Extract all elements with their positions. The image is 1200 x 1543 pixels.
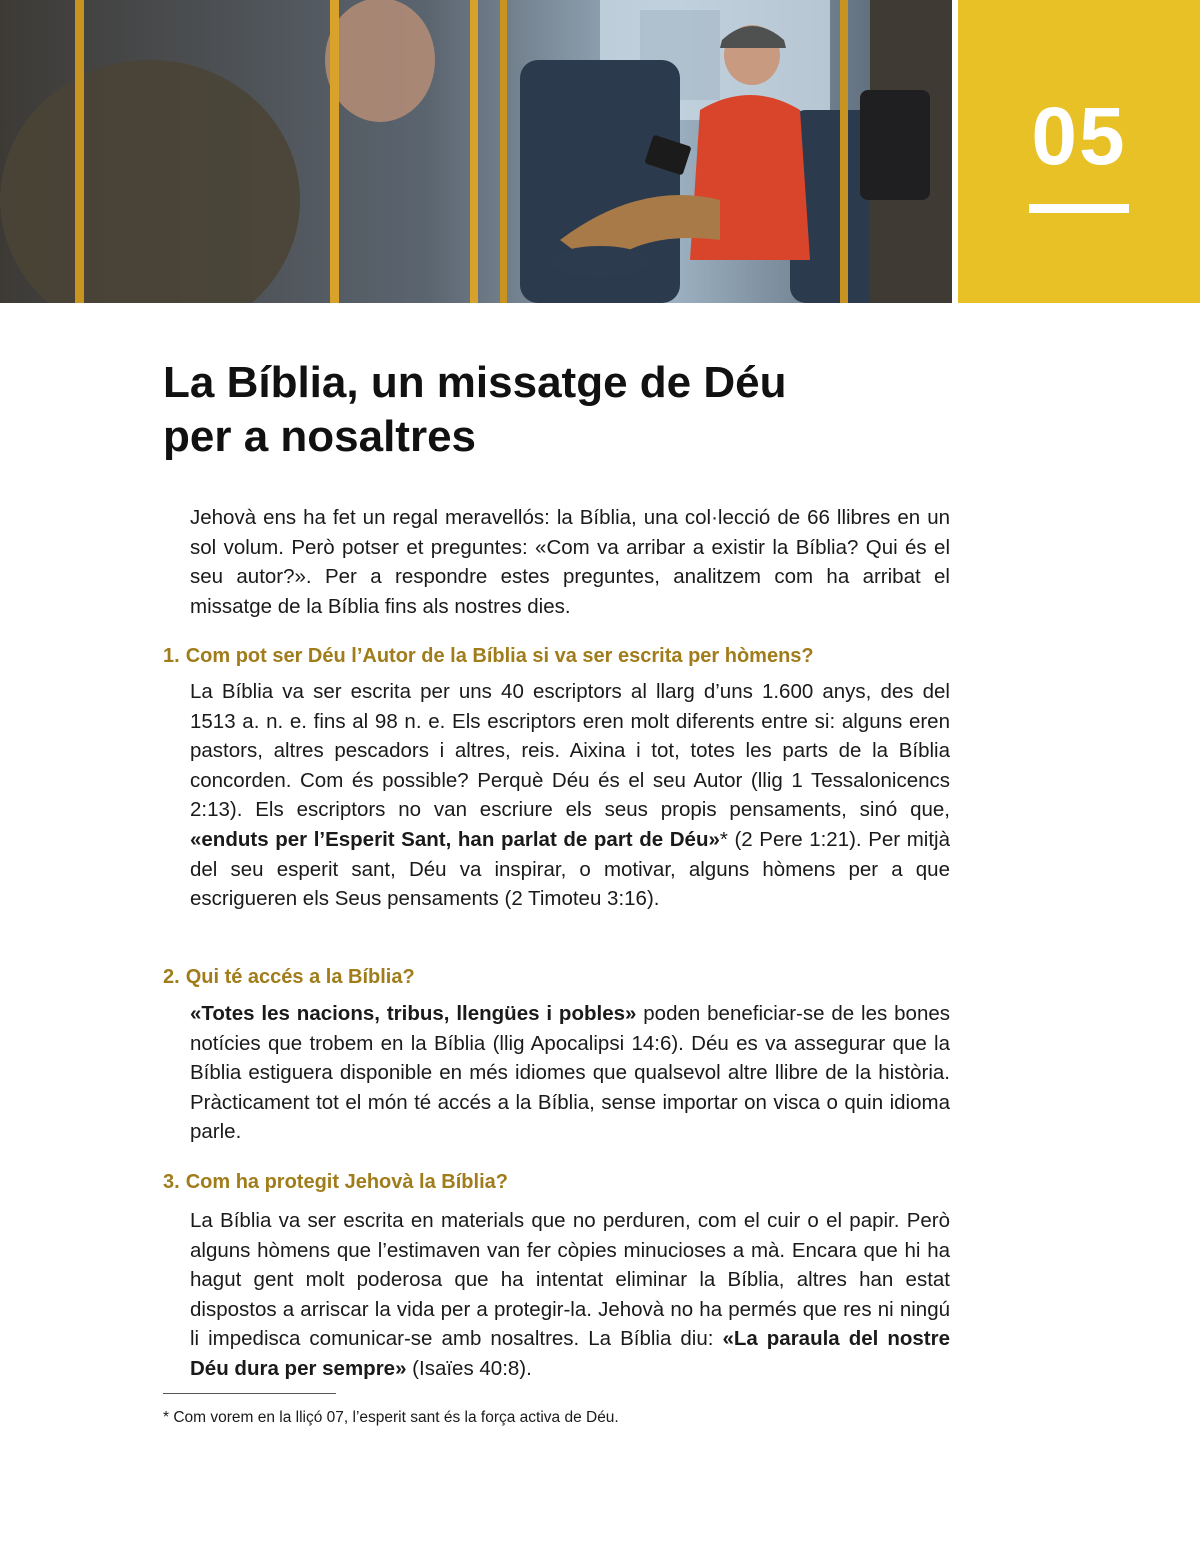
section-1-number: 1.	[163, 645, 180, 667]
section-2-quote: «Totes les nacions, tribus, llengües i pobles»	[190, 1002, 637, 1025]
section-3-quote: «La paraula del nostre Déu dura per sempre»	[190, 1327, 950, 1380]
bus-scene-illustration	[0, 0, 952, 303]
page-title	[163, 356, 963, 464]
intro-paragraph: Jehovà ens ha fet un regal meravellós: la Bíblia, una col·lecció de 66 llibres en un sol volum. Però potser et preguntes: «Com va arribar a existir la Bíblia? Qui és el seu autor?». Per a respondre estes preguntes, analitzem com ha arribat el missatge de la Bíblia fins als nostres dies.	[190, 506, 950, 618]
section-3-answer	[190, 1206, 950, 1384]
section-3-number: 3.	[163, 1171, 180, 1193]
section-1-question-text: Com pot ser Déu l’Autor de la Bíblia si va ser escrita per hòmens?	[185, 645, 814, 667]
footnote: * Com vorem en la lliçó 07, l’esperit sant és la força activa de Déu.	[163, 1409, 619, 1426]
lesson-number-underline	[1029, 204, 1129, 213]
hero-photo	[0, 0, 952, 303]
section-2-question-text: Qui té accés a la Bíblia?	[185, 966, 415, 988]
lesson-badge	[958, 0, 1200, 303]
lesson-number: 05	[1031, 91, 1127, 182]
section-3-text-a: La Bíblia va ser escrita en materials que no perduren, com el cuir o el papir. Però alguns hòmens que l’estimaven van fer còpies minucioses a mà. Encara que hi ha hagut gent molt poderosa que ha intentat eliminar la Bíblia, altres han estat dispostos a arriscar la vida per a protegir-la. Jehovà no ha permés que res ni ningú li impedisca comunicar-se amb nosaltres. La Bíblia diu:	[190, 1209, 950, 1351]
section-1-text-a: La Bíblia va ser escrita per uns 40 escriptors al llarg d’uns 1.600 anys, des del 1513 a. n. e. fins al 98 n. e. Els escriptors eren molt diferents entre si: alguns eren pastors, altres pescadors i altres, reis. Aixina i tot, totes les parts de la Bíblia concorden. Com és possible? Perquè Déu és el seu Autor (llig 1 Tessalonicencs 2:13). Els escriptors no van escriure els seus propis pensaments, sinó que,	[190, 680, 950, 822]
section-3-text-b: (Isaïes 40:8).	[406, 1356, 532, 1380]
section-2-text: poden beneficiar-se de les bones notícies que trobem en la Bíblia (llig Apocalipsi 14:6). Déu es va assegurar que la Bíblia estiguera disponible en més idiomes que qualsevol altre llibre de la història. Pràcticament tot el món té accés a la Bíblia, sense importar on visca o quin idioma parle.	[190, 1002, 950, 1144]
section-3-question	[163, 1168, 963, 1196]
page-title-line1: La Bíblia, un missatge de Déu	[163, 358, 787, 407]
page-title-line2: per a nosaltres	[163, 412, 477, 461]
section-2-answer	[190, 999, 950, 1147]
section-2-question	[163, 963, 963, 991]
section-2-number: 2.	[163, 966, 180, 988]
section-1-answer	[190, 677, 950, 914]
section-1-quote: «enduts per l’Esperit Sant, han parlat de part de Déu»	[190, 827, 720, 851]
section-3-question-text: Com ha protegit Jehovà la Bíblia?	[185, 1171, 508, 1193]
section-1-text-b: * (2 Pere 1:21). Per mitjà del seu esperit sant, Déu va inspirar, o motivar, alguns hòmens per a que escrigueren els Seus pensaments (2 Timoteu 3:16).	[190, 827, 951, 911]
section-1-question	[163, 642, 963, 670]
footnote-divider	[163, 1393, 336, 1394]
